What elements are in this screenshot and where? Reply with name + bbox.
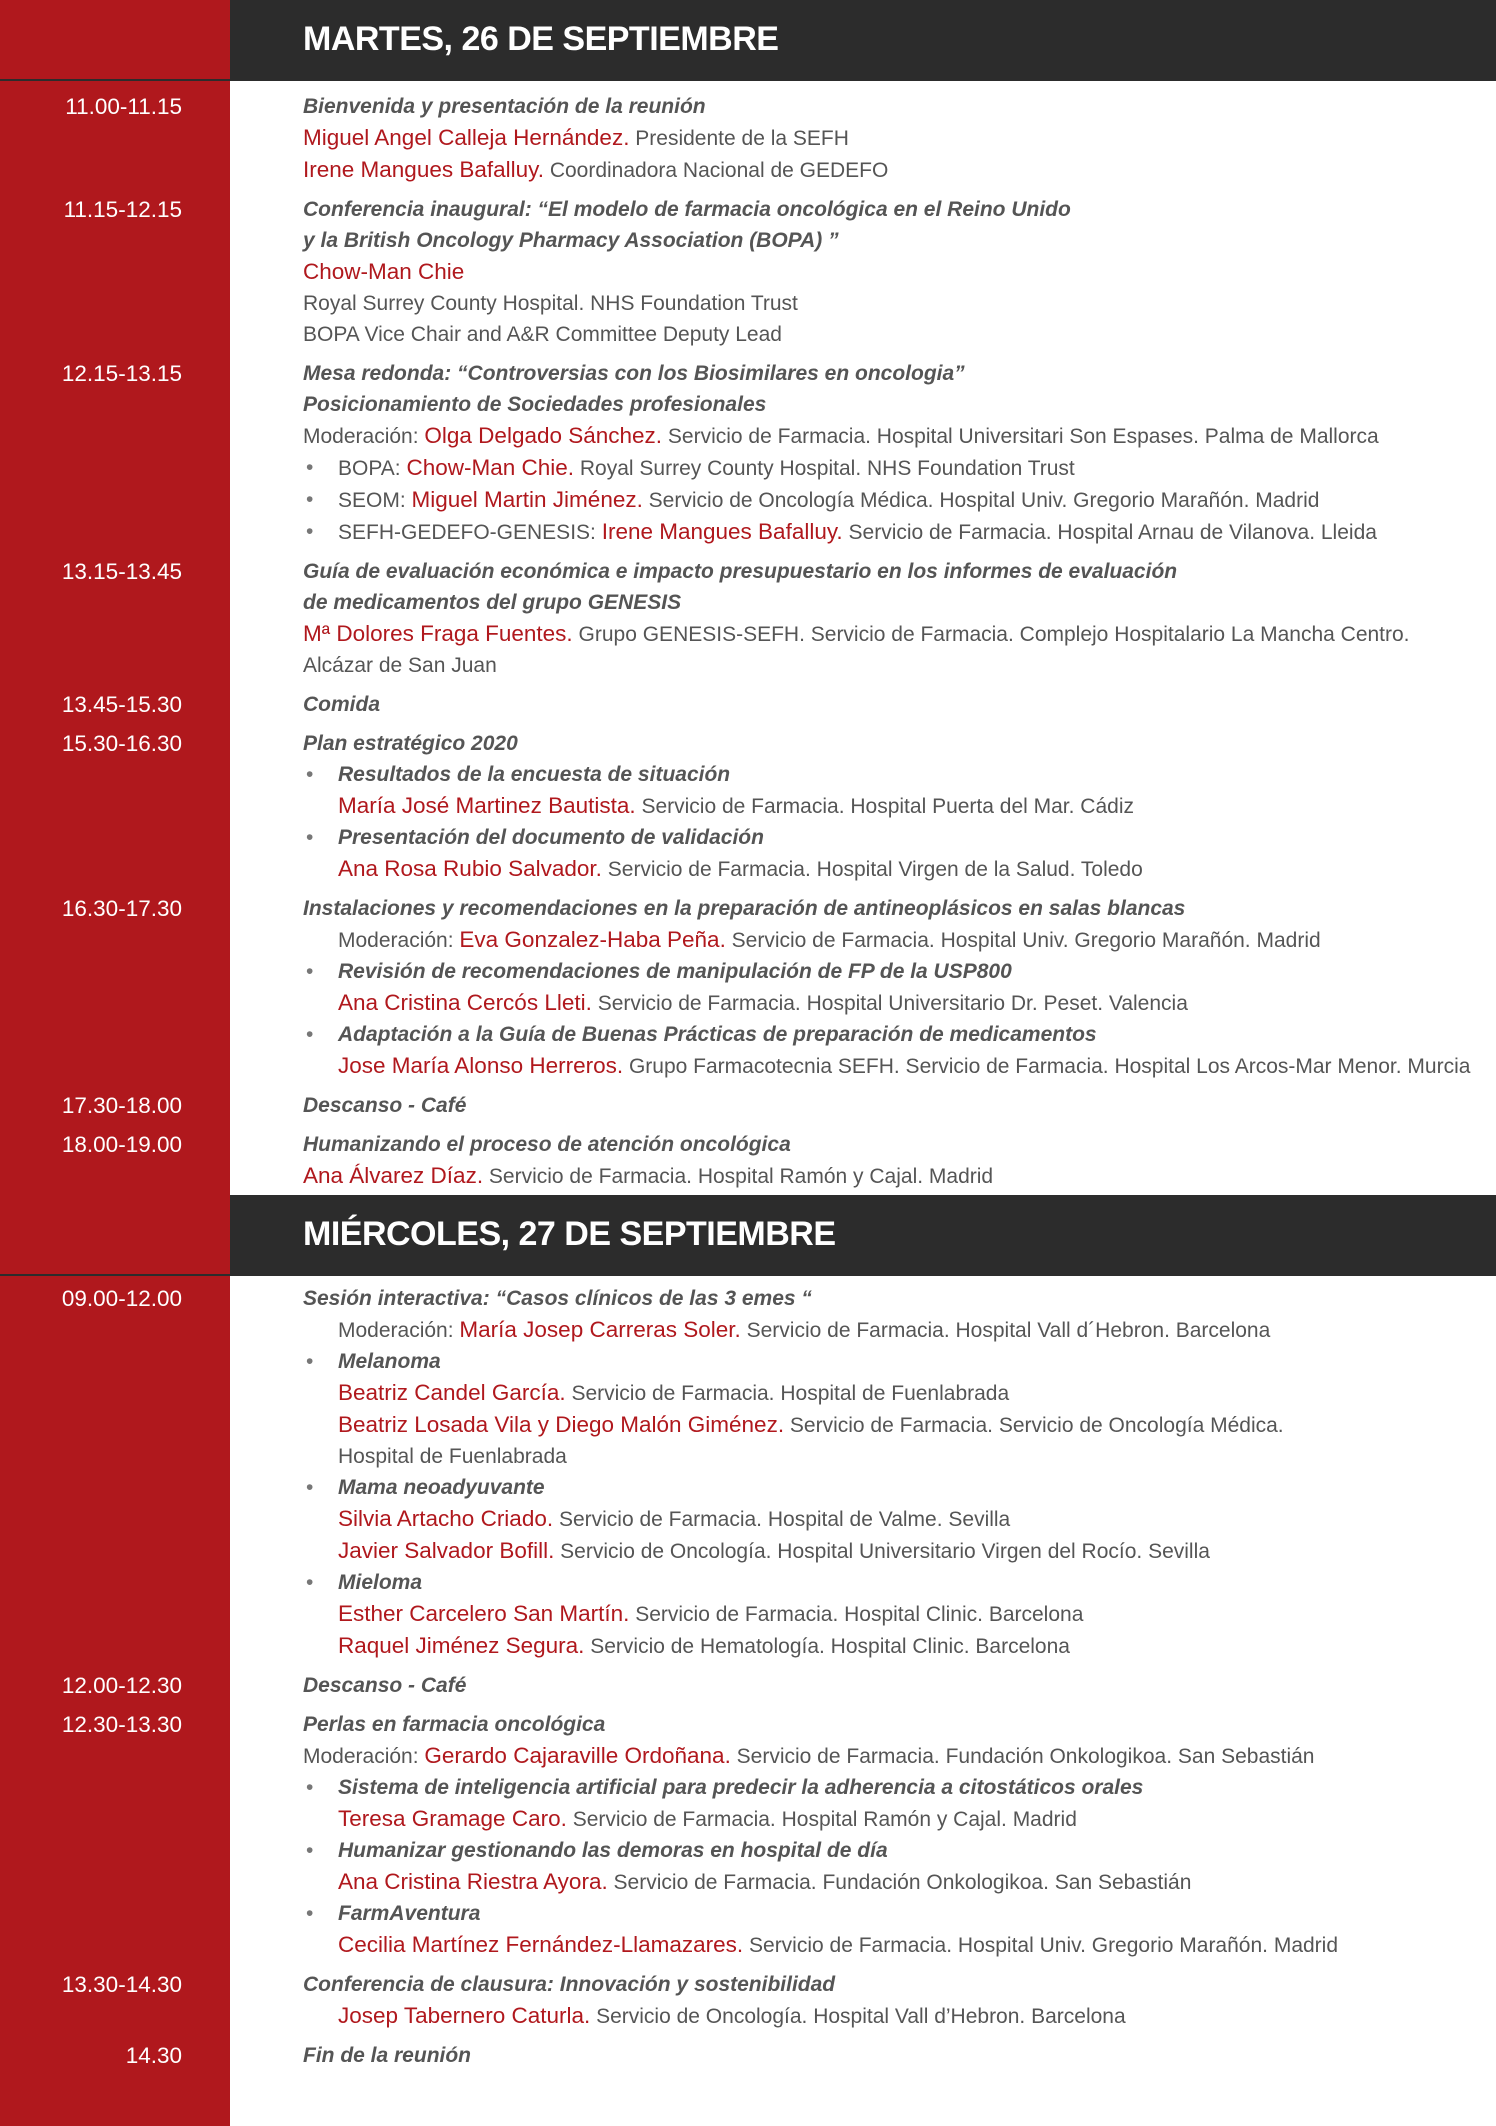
session-time: 17.30-18.00 (61, 1093, 182, 1118)
speaker-name: Irene Mangues Bafalluy. (303, 157, 544, 182)
session-time: 15.30-16.30 (61, 731, 182, 756)
speaker-line (303, 452, 1483, 484)
speaker-name: Irene Mangues Bafalluy. (601, 519, 843, 544)
session (0, 2040, 1496, 2071)
title-text: Conferencia inaugural: “El modelo de farmacia oncológica en el Reino Unido (303, 198, 1071, 221)
speaker-affiliation: Servicio de Farmacia. Hospital Clinic. Barcelona (629, 1603, 1084, 1626)
title-text: Revisión de recomendaciones de manipulación de FP de la USP800 (338, 960, 1012, 983)
detail-line: Royal Surrey County Hospital. NHS Foundation Trust (303, 292, 798, 315)
schedule-day2 (0, 1283, 1496, 2071)
speaker-line (303, 1160, 1483, 1192)
speaker-line (303, 1929, 1483, 1961)
title-text: Perlas en farmacia oncológica (303, 1713, 606, 1736)
session-title (303, 1709, 1483, 1740)
role-prefix: Moderación: (338, 929, 460, 952)
speaker-affiliation: Grupo GENESIS-SEFH. Servicio de Farmacia. Complejo Hospitalario La Mancha Centro. (572, 623, 1410, 646)
speaker-name: Teresa Gramage Caro. (338, 1806, 567, 1831)
session-title (303, 1129, 1483, 1160)
speaker-line (303, 1050, 1483, 1082)
session-content (303, 194, 1483, 350)
speaker-name: María José Martinez Bautista. (338, 793, 636, 818)
detail-text (303, 1441, 1483, 1472)
session (0, 1969, 1496, 2032)
bullet-icon: • (306, 488, 314, 511)
detail-text (303, 650, 1483, 681)
title-text: Resultados de la encuesta de situación (338, 763, 731, 786)
speaker-line (303, 154, 1483, 186)
speaker-line (303, 484, 1483, 516)
speaker-affiliation: Servicio de Farmacia. Hospital Arnau de Vilanova. Lleida (842, 521, 1377, 544)
title-text: Fin de la reunión (303, 2044, 472, 2067)
speaker-affiliation: Servicio de Farmacia. Hospital de Valme. Sevilla (553, 1508, 1011, 1531)
title-text: Sesión interactiva: “Casos clínicos de las 3 emes “ (303, 1287, 812, 1310)
speaker-name: Miguel Martin Jiménez. (411, 487, 643, 512)
title-text: de medicamentos del grupo GENESIS (303, 591, 682, 614)
session-title (303, 389, 1483, 420)
title-text: FarmAventura (338, 1902, 481, 1925)
session-content (303, 1129, 1483, 1192)
speaker-affiliation: Servicio de Farmacia. Hospital Puerta del Mar. Cádiz (635, 795, 1134, 818)
session-content (303, 91, 1483, 186)
role-prefix: Moderación: (303, 1745, 425, 1768)
speaker-affiliation: Grupo Farmacotecnia SEFH. Servicio de Farmacia. Hospital Los Arcos-Mar Menor. Murcia (623, 1055, 1471, 1078)
speaker-name: Josep Tabernero Caturla. (338, 2003, 591, 2028)
bullet-icon: • (306, 1476, 314, 1499)
session (0, 194, 1496, 350)
role-prefix: SEFH-GEDEFO-GENESIS: (338, 521, 602, 544)
bullet-icon: • (306, 1350, 314, 1373)
title-text: Mama neoadyuvante (338, 1476, 545, 1499)
speaker-line (303, 1803, 1483, 1835)
session (0, 358, 1496, 548)
session-title (303, 225, 1483, 256)
speaker-name: Gerardo Cajaraville Ordoñana. (424, 1743, 731, 1768)
session (0, 893, 1496, 1082)
session-content (303, 689, 1483, 720)
title-text: Humanizar gestionando las demoras en hospital de día (338, 1839, 888, 1862)
speaker-name: Beatriz Losada Vila y Diego Malón Giménez. (338, 1412, 785, 1437)
title-text: Presentación del documento de validación (338, 826, 764, 849)
speaker-affiliation: Servicio de Farmacia. Hospital Virgen de la Salud. Toledo (601, 858, 1143, 881)
session-content (303, 1709, 1483, 1961)
title-text: Guía de evaluación económica e impacto presupuestario en los informes de evaluación (303, 560, 1178, 583)
speaker-line (303, 420, 1483, 452)
speaker-affiliation: Presidente de la SEFH (629, 127, 849, 150)
session-time: 18.00-19.00 (61, 1132, 182, 1157)
speaker-affiliation: Royal Surrey County Hospital. NHS Foundation Trust (574, 457, 1075, 480)
speaker-affiliation: Servicio de Farmacia. Hospital Univ. Gregorio Marañón. Madrid (743, 1934, 1339, 1957)
session (0, 1090, 1496, 1121)
speaker-name: Beatriz Candel García. (338, 1380, 566, 1405)
session-content (303, 1670, 1483, 1701)
session-title (303, 556, 1483, 587)
speaker-name: Miguel Angel Calleja Hernández. (303, 125, 630, 150)
session-content (303, 556, 1483, 681)
speaker-line (303, 1409, 1483, 1441)
session-time: 14.30 (125, 2043, 182, 2068)
speaker-affiliation: Servicio de Farmacia. Hospital de Fuenlabrada (565, 1382, 1010, 1405)
speaker-line (303, 1314, 1483, 1346)
session-time: 11.15-12.15 (63, 197, 182, 222)
speaker-affiliation: Servicio de Hematología. Hospital Clinic. Barcelona (584, 1635, 1070, 1658)
session-title (303, 1283, 1483, 1314)
session-content (303, 1283, 1483, 1662)
session-time: 09.00-12.00 (61, 1286, 182, 1311)
day-header: MIÉRCOLES, 27 DE SEPTIEMBRE (230, 1195, 1496, 1274)
session-title (303, 91, 1483, 122)
session (0, 556, 1496, 681)
title-text: Descanso - Café (303, 1674, 467, 1697)
speaker-line (303, 790, 1483, 822)
session (0, 91, 1496, 186)
speaker-affiliation: Servicio de Farmacia. Hospital Ramón y Cajal. Madrid (483, 1165, 994, 1188)
speaker-affiliation: Servicio de Farmacia. Hospital Univ. Gregorio Marañón. Madrid (725, 929, 1321, 952)
bullet-icon: • (306, 1023, 314, 1046)
bullet-icon: • (306, 1776, 314, 1799)
title-text: Melanoma (338, 1350, 441, 1373)
session (0, 689, 1496, 720)
speaker-name: Esther Carcelero San Martín. (338, 1601, 630, 1626)
session (0, 1670, 1496, 1701)
session (0, 728, 1496, 885)
detail-line: Hospital de Fuenlabrada (338, 1445, 567, 1468)
session-title (303, 358, 1483, 389)
session-title (303, 1969, 1483, 2000)
session-title (303, 1670, 1483, 1701)
speaker-affiliation: Coordinadora Nacional de GEDEFO (543, 159, 889, 182)
session-time: 13.15-13.45 (61, 559, 182, 584)
role-prefix: BOPA: (338, 457, 407, 480)
speaker-line (303, 2000, 1483, 2032)
speaker-line (303, 1377, 1483, 1409)
role-prefix: SEOM: (338, 489, 412, 512)
speaker-affiliation: Servicio de Farmacia. Fundación Onkologikoa. San Sebastián (607, 1871, 1192, 1894)
bullet-icon: • (306, 1571, 314, 1594)
speaker-name: Ana Cristina Cercós Lleti. (338, 990, 592, 1015)
session-title (303, 1346, 1483, 1377)
session-content (303, 1969, 1483, 2032)
title-text: Plan estratégico 2020 (303, 732, 518, 755)
session-title (303, 194, 1483, 225)
title-text: Adaptación a la Guía de Buenas Prácticas de preparación de medicamentos (338, 1023, 1097, 1046)
session-title (303, 1567, 1483, 1598)
speaker-line (303, 853, 1483, 885)
session-content (303, 2040, 1483, 2071)
session (0, 1129, 1496, 1192)
speaker-affiliation: Servicio de Farmacia. Fundación Onkologikoa. San Sebastián (730, 1745, 1315, 1768)
session-title (303, 2040, 1483, 2071)
speaker-name: Cecilia Martínez Fernández-Llamazares. (338, 1932, 744, 1957)
detail-text (303, 288, 1483, 319)
title-text: Humanizando el proceso de atención oncológica (303, 1133, 791, 1156)
speaker-affiliation: Servicio de Oncología Médica. Hospital Univ. Gregorio Marañón. Madrid (642, 489, 1320, 512)
speaker-affiliation: Servicio de Oncología. Hospital Universitario Virgen del Rocío. Sevilla (554, 1540, 1210, 1563)
speaker-name: Mª Dolores Fraga Fuentes. (303, 621, 573, 646)
speaker-line (303, 1535, 1483, 1567)
session-time: 11.00-11.15 (65, 94, 182, 119)
session-time: 12.30-13.30 (61, 1712, 182, 1737)
bullet-icon: • (306, 1839, 314, 1862)
title-text: Comida (303, 693, 381, 716)
session (0, 1283, 1496, 1662)
speaker-name: Chow-Man Chie (303, 259, 465, 284)
speaker-affiliation: Servicio de Farmacia. Hospital Universitari Son Espases. Palma de Mallorca (662, 425, 1379, 448)
title-text: Sistema de inteligencia artificial para predecir la adherencia a citostáticos orales (338, 1776, 1144, 1799)
session-time: 13.45-15.30 (61, 692, 182, 717)
speaker-affiliation: Servicio de Farmacia. Servicio de Oncología Médica. (784, 1414, 1284, 1437)
speaker-name: Silvia Artacho Criado. (338, 1506, 554, 1531)
header-rule (0, 1274, 1496, 1276)
speaker-affiliation: Servicio de Oncología. Hospital Vall d’Hebron. Barcelona (590, 2005, 1126, 2028)
session-time: 16.30-17.30 (61, 896, 182, 921)
title-text: Descanso - Café (303, 1094, 467, 1117)
session-content (303, 1090, 1483, 1121)
header-rule (0, 79, 1496, 81)
title-text: Bienvenida y presentación de la reunión (303, 95, 706, 118)
speaker-line (303, 256, 1483, 288)
bullet-icon: • (306, 960, 314, 983)
speaker-name: Raquel Jiménez Segura. (338, 1633, 585, 1658)
speaker-line (303, 618, 1483, 650)
role-prefix: Moderación: (303, 425, 425, 448)
session-title (303, 587, 1483, 618)
bullet-icon: • (306, 456, 314, 479)
session-title (303, 1472, 1483, 1503)
session-title (303, 1090, 1483, 1121)
speaker-line (303, 1740, 1483, 1772)
title-text: Mieloma (338, 1571, 423, 1594)
session-title (303, 1898, 1483, 1929)
bullet-icon: • (306, 520, 314, 543)
bullet-icon: • (306, 1902, 314, 1925)
bullet-icon: • (306, 763, 314, 786)
session-title (303, 893, 1483, 924)
speaker-affiliation: Servicio de Farmacia. Hospital Vall d´Hebron. Barcelona (740, 1319, 1271, 1342)
schedule-day1 (0, 91, 1496, 1192)
speaker-line (303, 1503, 1483, 1535)
title-text: y la British Oncology Pharmacy Association (BOPA) ” (303, 229, 839, 252)
detail-text (303, 319, 1483, 350)
day-header: MARTES, 26 DE SEPTIEMBRE (230, 0, 1496, 79)
speaker-line (303, 924, 1483, 956)
session-title (303, 822, 1483, 853)
bullet-icon: • (306, 826, 314, 849)
speaker-name: Olga Delgado Sánchez. (424, 423, 663, 448)
detail-line: Alcázar de San Juan (303, 654, 497, 677)
speaker-name: Jose María Alonso Herreros. (338, 1053, 624, 1078)
speaker-name: Ana Rosa Rubio Salvador. (338, 856, 602, 881)
session-title (303, 1835, 1483, 1866)
session-time: 12.00-12.30 (61, 1673, 182, 1698)
speaker-line (303, 516, 1483, 548)
speaker-name: Ana Álvarez Díaz. (303, 1163, 484, 1188)
speaker-name: Ana Cristina Riestra Ayora. (338, 1869, 608, 1894)
session-content (303, 728, 1483, 885)
session-time: 12.15-13.15 (61, 361, 182, 386)
speaker-name: María Josep Carreras Soler. (459, 1317, 741, 1342)
speaker-line (303, 987, 1483, 1019)
session-title (303, 956, 1483, 987)
speaker-affiliation: Servicio de Farmacia. Hospital Universitario Dr. Peset. Valencia (591, 992, 1188, 1015)
session-title (303, 1772, 1483, 1803)
detail-line: BOPA Vice Chair and A&R Committee Deputy Lead (303, 323, 782, 346)
session-title (303, 728, 1483, 759)
speaker-line (303, 1866, 1483, 1898)
session (0, 1709, 1496, 1961)
speaker-line (303, 122, 1483, 154)
session-content (303, 358, 1483, 548)
session-title (303, 1019, 1483, 1050)
role-prefix: Moderación: (338, 1319, 460, 1342)
speaker-name: Eva Gonzalez-Haba Peña. (459, 927, 726, 952)
session-content (303, 893, 1483, 1082)
session-title (303, 759, 1483, 790)
speaker-affiliation: Servicio de Farmacia. Hospital Ramón y Cajal. Madrid (566, 1808, 1077, 1831)
speaker-line (303, 1630, 1483, 1662)
title-text: Instalaciones y recomendaciones en la preparación de antineoplásicos en salas blancas (303, 897, 1186, 920)
title-text: Posicionamiento de Sociedades profesionales (303, 393, 767, 416)
title-text: Conferencia de clausura: Innovación y sostenibilidad (303, 1973, 836, 1996)
speaker-name: Javier Salvador Bofill. (338, 1538, 555, 1563)
title-text: Mesa redonda: “Controversias con los Biosimilares en oncologia” (303, 362, 965, 385)
session-title (303, 689, 1483, 720)
speaker-name: Chow-Man Chie. (406, 455, 575, 480)
speaker-line (303, 1598, 1483, 1630)
session-time: 13.30-14.30 (61, 1972, 182, 1997)
